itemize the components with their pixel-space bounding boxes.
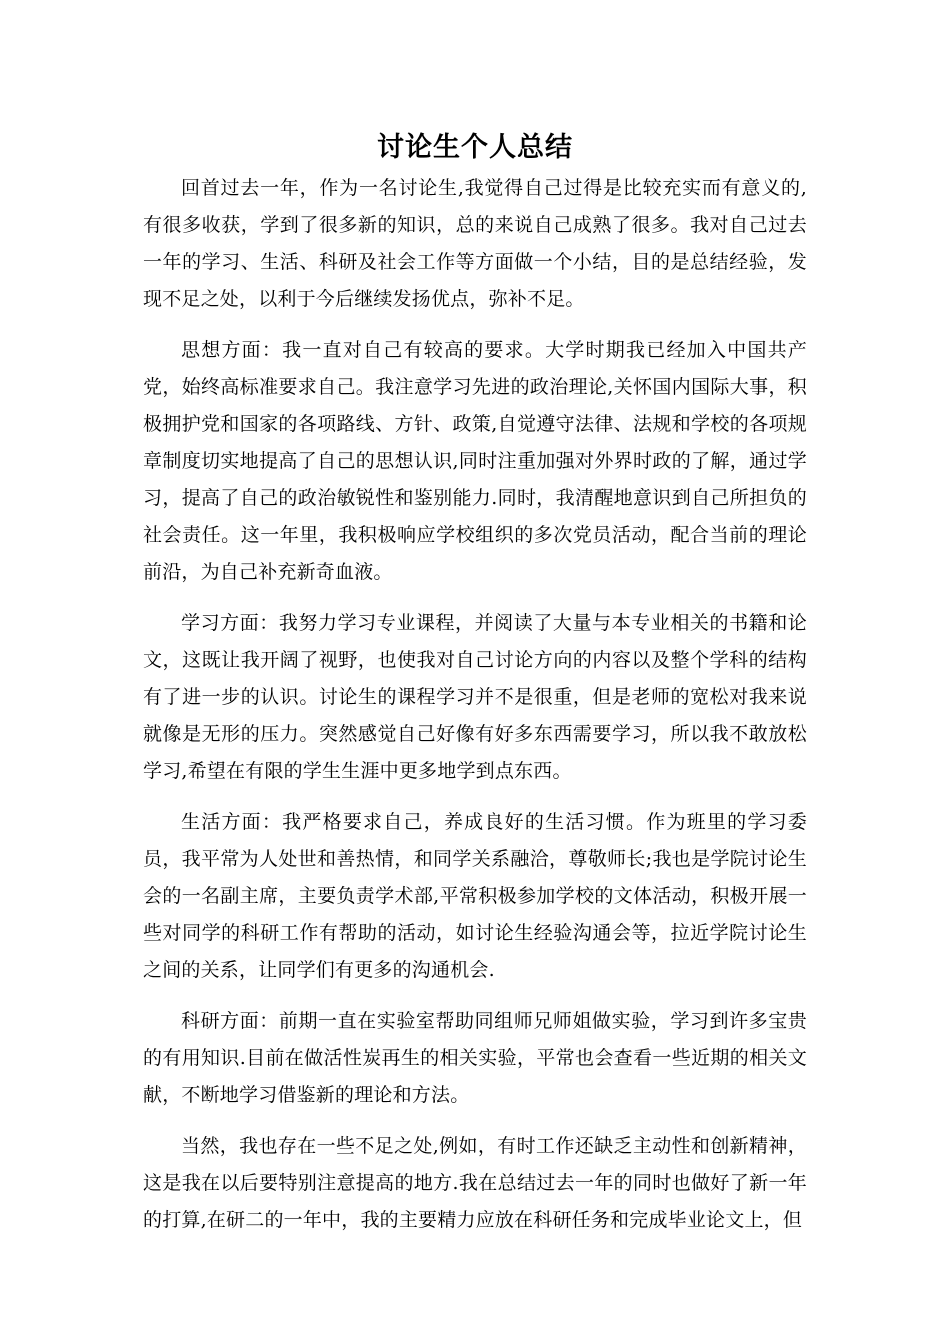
paragraph-study: 学习方面：我努力学习专业课程，并阅读了大量与本专业相关的书籍和论文，这既让我开阔了视野，也使我对自己讨论方向的内容以及整个学科的结构有了进一步的认识。讨论生的课程学习并不是很重，但是老师的宽松对我来说就像是无形的压力。突然感觉自己好像有好多东西需要学习，所以我不敢放松学习,希望在有限的学生生涯中更多地学到点东西。 bbox=[143, 612, 807, 782]
document-body bbox=[143, 170, 807, 1253]
document-title: 讨论生个人总结 bbox=[377, 132, 573, 163]
paragraph-intro: 回首过去一年，作为一名讨论生,我觉得自己过得是比较充实而有意义的,有很多收获，学到了很多新的知识，总的来说自己成熟了很多。我对自己过去一年的学习、生活、科研及社会工作等方面做一个小结，目的是总结经验，发现不足之处，以利于今后继续发扬优点，弥补不足。 bbox=[143, 177, 807, 310]
paragraph-ideology: 思想方面：我一直对自己有较高的要求。大学时期我已经加入中国共产党，始终高标准要求自己。我注意学习先进的政治理论,关怀国内国际大事，积极拥护党和国家的各项路线、方针、政策,自觉遵守法律、法规和学校的各项规章制度切实地提高了自己的思想认识,同时注重加强对外界时政的了解，通过学习，提高了自己的政治敏锐性和鉴别能力.同时，我清醒地意识到自己所担负的社会责任。这一年里，我积极响应学校组织的多次党员活动，配合当前的理论前沿，为自己补充新奇血液。 bbox=[143, 339, 807, 583]
paragraph-shortcomings: 当然，我也存在一些不足之处,例如，有时工作还缺乏主动性和创新精神，这是我在以后要特别注意提高的地方.我在总结过去一年的同时也做好了新一年的打算,在研二的一年中，我的主要精力应放在科研任务和完成毕业论文上，但 bbox=[143, 1135, 807, 1231]
paragraph-research: 科研方面：前期一直在实验室帮助同组师兄师姐做实验，学习到许多宝贵的有用知识.目前在做活性炭再生的相关实验，平常也会查看一些近期的相关文献，不断地学习借鉴新的理论和方法。 bbox=[143, 1010, 807, 1106]
paragraph-life: 生活方面：我严格要求自己，养成良好的生活习惯。作为班里的学习委员，我平常为人处世和善热情，和同学关系融洽，尊敬师长;我也是学院讨论生会的一名副主席，主要负责学术部,平常积极参加学校的文体活动，积极开展一些对同学的科研工作有帮助的活动，如讨论生经验沟通会等，拉近学院讨论生之间的关系，让同学们有更多的沟通机会. bbox=[143, 811, 807, 981]
